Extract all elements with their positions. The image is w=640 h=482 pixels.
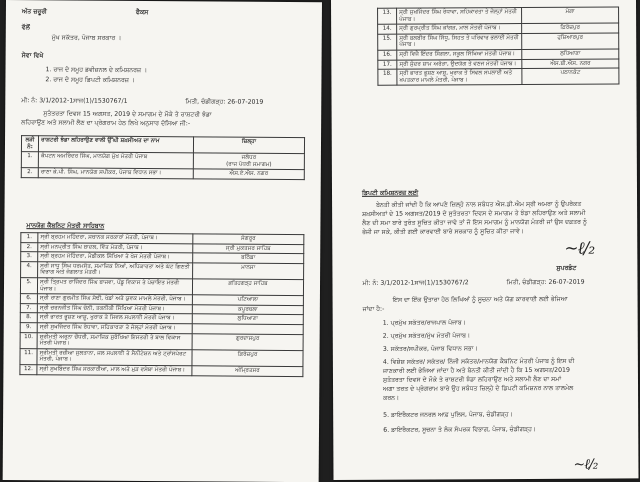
district-cell: ਮਾਨਸਾ <box>193 263 304 280</box>
serial-cell: 16. <box>378 50 397 60</box>
table-row <box>20 332 303 350</box>
table-cabinet-ministers <box>19 232 304 376</box>
district-cell: ਸ੍ਰੀ ਮੁਕਤਸਰ ਸਾਹਿਬ <box>193 243 304 253</box>
body-paragraph-line: ਸੁਤੰਤਰਤਾ ਦਿਵਸ 15 ਅਗਸਤ, 2019 ਦੇ ਸਮਾਗਮ ਦੇ ਮੌਕੇ ਤੇ ਰਾਸ਼ਟਰੀ ਝੰਡਾ <box>43 110 212 119</box>
serial-cell: 1. <box>21 152 38 168</box>
name-cell: ਸ੍ਰੀ ਰਾਣਾ ਗੁਰਮੀਤ ਸਿੰਘ ਸੋਢੀ, ਖੇਡਾਂ ਅਤੇ ਯੁਵਕ ਮਾਮਲੇ ਮੰਤਰੀ, ਪੰਜਾਬ। <box>37 294 192 305</box>
body-paragraph-line: ਭੇਜੀ ਜਾ ਸਕੇ, ਕੀਤੀ ਗਈ ਕਾਰਵਾਈ ਬਾਰੇ ਸਰਕਾਰ ਨੂੰ ਸੂਚਿਤ ਕੀਤਾ ਜਾਵੇ। <box>362 227 525 236</box>
name-cell: ਸ੍ਰੀ ਸੁਖਜਿੰਦਰ ਸਿੰਘ ਰੰਧਾਵਾ, ਸਹਿਕਾਰਤਾ ਤੇ ਜੇਲ੍ਹਾਂ ਮੰਤਰੀ ਪੰਜਾਬ। <box>397 8 522 25</box>
body-paragraph-line: ਸ਼ਖ਼ਸੀਅਤਾਂ ਦੇ 15 ਅਗਸਤ/2019 ਦੇ ਸੁਤੰਤਰਤਾ ਦਿਵਸ ਦੇ ਸਮਾਗਮ ਤੇ ਝੰਡਾ ਲਹਿਰਾਉਣ ਅਤੇ ਸਲਾਮੀ <box>362 209 586 218</box>
district-cell: ਐਸ.ਏ.ਐਸ. ਨਗਰ <box>193 169 304 179</box>
name-cell: ਸ੍ਰੀ ਗੁਰਪ੍ਰੀਤ ਸਿੰਘ ਕਾਂਗੜ, ਮਾਲ ਮੰਤਰੀ ਪੰਜਾਬ। <box>397 24 522 34</box>
name-cell: ਸ੍ਰੀ ਚਰਨਜੀਤ ਸਿੰਘ ਚੰਨੀ, ਤਕਨੀਕੀ ਸਿੱਖਿਆ ਮੰਤਰੀ ਪੰਜਾਬ। <box>37 303 192 314</box>
serial-cell: 18. <box>378 69 397 85</box>
district-cell: ਫ਼ਿਰੋਜ਼ਪੁਰ <box>522 23 619 33</box>
memo-date: ਮਿਤੀ, ਚੰਡੀਗੜ੍ਹ: 26-07-2019 <box>185 98 264 106</box>
serial-cell: 8. <box>20 313 37 323</box>
copy-list-item-continued: ਅਗਾ ਤਰਤ ਦੇ ਪ੍ਰੋਗਰਾਮ ਬਾਰੇ ਉਹ ਸਬੰਧਤ ਜ਼ਿਲ੍ਹੇ ਦੇ ਡਿਪਟੀ ਕਮਿਸ਼ਨਰ ਨਾਲ ਤਾਲਮੇਲ <box>383 384 574 393</box>
table-principal-hoisters <box>21 135 305 180</box>
name-cell: ਸ੍ਰੀ ਮਨਪ੍ਰੀਤ ਸਿੰਘ ਬਾਦਲ, ਵਿੱਤ ਮੰਤਰੀ, ਪੰਜਾਬ। <box>38 242 193 253</box>
serial-cell: 6. <box>20 294 37 304</box>
district-cell: ਪਟਿਆਲਾ <box>192 295 303 305</box>
table-row <box>378 68 619 85</box>
district-cell: ਹੁਸ਼ਿਆਰਪੁਰ <box>522 33 619 50</box>
copy-list-item: 6. ਡਾਇਰੈਕਟਰ, ਸੂਚਨਾ ਤੇ ਲੋਕ ਸੰਪਰਕ ਵਿਭਾਗ, ਪੰਜਾਬ, ਚੰਡੀਗੜ੍ਹ। <box>383 425 537 434</box>
copy-forward-label: ਜਾਂਦਾ ਹੈ:- <box>362 305 385 313</box>
header-cell: ਜ਼ਿਲ੍ਹਾ <box>193 137 304 154</box>
copy-list-item-continued: ਜਾਣਕਾਰੀ ਲਈ ਭੇਜਿਆ ਜਾਂਦਾ ਹੈ ਅਤੇ ਬੇਨਤੀ ਕੀਤੀ ਜਾਂਦੀ ਹੈ ਕਿ 15 ਅਗਸਤ/2019 <box>382 366 570 375</box>
name-cell: ਸ੍ਰੀ ਬ੍ਰਹਮ ਮੋਹਿੰਦਰਾ, ਮੈਡੀਕਲ ਸਿੱਖਿਆ ਤੇ ਖੋਜ ਮੰਤਰੀ ਪੰਜਾਬ। <box>38 252 193 263</box>
section-heading: ਡਿਪਟੀ ਕਮਿਸ਼ਨਰਜ਼ ਲਈ <box>361 189 419 197</box>
signatory-title: ਸੁਪਰਡੰਟ <box>556 264 577 272</box>
name-cell: ਸ੍ਰੀ ਸੁਖਜਿੰਦਰ ਸਿੰਘ ਰੰਧਾਵਾ, ਸਹਿਕਾਰਤਾ ਤੇ ਜੇਲ੍ਹਾਂ ਮੰਤਰੀ ਪੰਜਾਬ। <box>37 323 192 334</box>
district-cell: ਲੁਧਿਆਣਾ <box>522 49 619 59</box>
district-cell: ਸੰਗਰੂਰ <box>193 234 304 244</box>
district-cell: ਫ਼ਿਰੋਜ਼ਪੁਰ <box>192 350 303 367</box>
district-note: (ਰਾਜ ਪੱਧਰੀ ਸਮਾਗਮ) <box>226 161 272 168</box>
serial-cell: 14. <box>378 24 397 34</box>
copy-list-item: 4. ਵਿਸ਼ੇਸ਼ ਸਕੱਤਰ/ ਸਕੱਤਰ/ ਨਿੱਜੀ ਸਕੱਤਰ/ਮਾਨਯੋਗ ਕੈਬਨਿਟ ਮੰਤਰੀ ਪੰਜਾਬ ਨੂੰ ਇਸ ਦੀ <box>382 357 575 366</box>
copy-list-item: 5. ਡਾਇਰੈਕਟਰ ਜਨਰਲ ਆਫ਼ ਪੁਲਿਸ, ਪੰਜਾਬ, ਚੰਡੀਗੜ੍ਹ। <box>383 411 513 419</box>
serial-cell: 4. <box>21 261 38 277</box>
district-cell: ਪਠਾਨਕੋਟ <box>522 68 619 85</box>
copy-list-item: 1. ਪ੍ਰਮੁੱਖ ਸਕੱਤਰ/ਰਾਜਪਾਲ ਪੰਜਾਬ। <box>382 319 466 327</box>
serial-cell: 10. <box>20 332 37 348</box>
copy-list-item-continued: ਕਰਨ। <box>383 394 400 402</box>
name-cell: ਸ੍ਰੀ ਬ੍ਰਹਮ ਮਹਿੰਦਰਾ, ਸਥਾਨਕ ਸਰਕਾਰਾਂ ਮੰਤਰੀ, ਪੰਜਾਬ। <box>38 233 193 244</box>
copy-list-item: 3. ਸਕੱਤਰ/ਸਪੀਕਰ, ਪੰਜਾਬ ਵਿਧਾਨ ਸਭਾ। <box>382 345 478 353</box>
memo-date: ਮਿਤੀ, ਚੰਡੀਗੜ੍ਹ: 26-07-2019 <box>506 278 585 287</box>
name-cell: ਸ੍ਰੀ ਭਾਰਤ ਭੂਸ਼ਣ ਆਸ਼ੂ, ਖੁਰਾਕ ਤੇ ਸਿਵਲ ਸਪਲਾਈ ਮੰਤਰੀ ਪੰਜਾਬ। <box>37 313 192 324</box>
serial-cell: 7. <box>20 303 37 313</box>
district-cell: ਬਠਿੰਡਾ <box>193 253 304 263</box>
table-row <box>21 168 304 180</box>
table-caption: ਮਾਨਯੋਗ ਕੈਬਨਿਟ ਮੰਤਰੀ ਸਾਹਿਬਾਨ <box>26 222 105 230</box>
table-row <box>21 261 304 279</box>
table-row <box>20 278 303 296</box>
memo-number: ਮੀ: ਨੰ: 3/1/2012-1ਸਾਜ(1)/1530767/2 <box>362 279 469 287</box>
name-cell: ਸ੍ਰੀ ਭਾਰਤ ਭੂਸ਼ਣ ਆਸ਼ੂ, ਖੁਰਾਕ ਤੇ ਸਿਵਲ ਸਪਲਾਈ ਅਤੇ ਖਪਤਕਾਰ ਮਾਮਲੇ ਮੰਤਰੀ, ਪੰਜਾਬ। <box>397 69 522 86</box>
name-cell: ਸ਼੍ਰੀਮਤੀ ਅਰੁਨਾ ਚੌਧਰੀ, ਸਮਾਜਿਕ ਸੁਰੱਖਿਆ ਇਸਤਰੀ ਤੇ ਬਾਲ ਵਿਕਾਸ ਮੰਤਰੀ ਪੰਜਾਬ। <box>37 332 192 349</box>
table-row <box>20 348 303 366</box>
table-row <box>21 152 304 170</box>
district-cell: ਮੋਗਾ <box>522 7 619 24</box>
district-cell: ਕਪੂਰਥਲਾ <box>192 305 303 315</box>
serial-cell: 2. <box>21 242 38 252</box>
to-item: 1. ਰਾਜ ਦੇ ਸਮੂਹ ਡਵੀਜ਼ਨਲ ਦੇ ਕਮਿਸ਼ਨਰਜ਼ । <box>45 66 148 74</box>
table-header-row <box>21 136 304 154</box>
serial-cell: 12. <box>20 365 37 375</box>
document-page-2 <box>331 0 639 480</box>
to-label: ਸੇਵਾ ਵਿਖੇ <box>21 52 44 60</box>
serial-cell: 13. <box>378 8 397 24</box>
header-cell: ਲੜੀ ਨੰ: <box>21 136 38 152</box>
table-row <box>378 7 619 24</box>
district-cell <box>193 153 304 170</box>
name-cell: ਸ੍ਰੀ ਸੁੰਦਰ ਸ਼ਾਮ ਅਰੋੜਾ, ਉਦਯੋਗ ਤੇ ਵਣਜ ਮੰਤਰੀ ਪੰਜਾਬ। <box>397 59 522 69</box>
serial-cell: 5. <box>20 278 37 294</box>
name-cell: ਸ੍ਰੀ ਤ੍ਰਿਪਤ ਰਾਜਿੰਦਰ ਸਿੰਘ ਬਾਜਵਾ, ਪੇਂਡੂ ਵਿਕਾਸ ਤੇ ਪੰਚਾਇਤ ਮੰਤਰੀ ਪੰਜਾਬ। <box>37 278 192 295</box>
name-cell: ਸ੍ਰੀ ਸੁਖਬਿੰਦਰ ਸਿੰਘ ਸਰਕਾਰੀਆ, ਮਾਲ ਅਤੇ ਮੁੜ ਵਸੇਬਾ ਮੰਤਰੀ ਪੰਜਾਬ। <box>37 365 192 376</box>
serial-cell: 17. <box>378 60 397 70</box>
from-label: ਵੱਲੋਂ <box>21 24 30 32</box>
name-cell: ਸ੍ਰੀ ਵਿਜੈ ਇੰਦਰ ਸਿੰਗਲਾ, ਸਕੂਲ ਸਿੱਖਿਆ ਮੰਤਰੀ ਪੰਜਾਬ। <box>397 49 522 59</box>
copy-list-item: 2. ਪ੍ਰਮੁੱਖ ਸਕੱਤਰ/ਮੁੱਖ ਮੰਤਰੀ ਪੰਜਾਬ। <box>382 332 471 340</box>
district-cell: ਫ਼ਤਿਹਗੜ੍ਹ ਸਾਹਿਬ <box>192 279 303 296</box>
name-cell: ਸ੍ਰੀ ਸਾਧੂ ਸਿੰਘ ਧਰਮਸੋਤ, ਸਮਾਜਿਕ ਨਿਆਂ, ਅਧਿਕਾਰਤਾ ਅਤੇ ਘੱਟ ਗਿਣਤੀ ਵਿਭਾਗ ਅਤੇ ਜੰਗਲਾਤ ਮੰਤਰੀ। <box>38 262 193 279</box>
serial-cell: 9. <box>20 323 37 333</box>
document-page-1 <box>3 0 322 482</box>
memo-number: ਮੀ: ਨੰ: 3/1/2012-1ਸਾਜ(1)/1530767/1 <box>21 97 128 105</box>
to-item: 2. ਰਾਜ ਦੇ ਸਮੂਹ ਡਿਪਟੀ ਕਮਿਸ਼ਨਰਜ਼ । <box>45 76 136 84</box>
serial-cell: 3. <box>21 252 38 262</box>
header-cell: ਰਾਸ਼ਟਰੀ ਝੰਡਾ ਲਹਿਰਾਉਣ ਵਾਲੀ ਉੱਘੀ ਸ਼ਖ਼ਸੀਅਤ ਦਾ ਨਾਮ <box>38 136 193 153</box>
body-paragraph-line: ਲੈਣ ਦੀ ਸਮਾ ਬਾਰੇ ਤੁਰੰਤ ਸੂਚਿਤ ਕੀਤਾ ਜਾਵੇ ਤਾਂ ਜੋ ਇਸ ਸਮਾਗਮ ਨੂੰ ਮਾਨਯੋਗ ਮੰਤਰੀ ਜਾਂ ਉਸ ਦਫ਼ਤਰ ਨੂੰ <box>362 218 587 227</box>
signature-mark: ~ℓ/₂ <box>564 238 595 259</box>
body-paragraph-line: ਬੇਨਤੀ ਕੀਤੀ ਜਾਂਦੀ ਹੈ ਕਿ ਆਪਣੇ ਜ਼ਿਲ੍ਹੇ ਨਾਲ ਸਬੰਧਤ ਐਸ.ਡੀ.ਐਮ ਸ੍ਰੀ ਅਮਰਾ ਨੂੰ ਉਪਰੋਕਤ <box>376 200 582 209</box>
fax-stamp: ਫੈਕਸ <box>135 8 149 16</box>
district-cell: ਗੁਰਦਾਸਪੁਰ <box>192 333 303 350</box>
name-cell: ਕੈਪਟਨ ਅਮਰਿੰਦਰ ਸਿੰਘ, ਮਾਨਯੋਗ ਮੁੱਖ ਮੰਤਰੀ ਪੰਜਾਬ <box>38 152 193 169</box>
table-row <box>378 33 619 50</box>
district-name: ਜਲੰਧਰ <box>241 154 257 161</box>
name-cell: ਰਾਣਾ ਕੇ.ਪੀ. ਸਿੰਘ, ਮਾਨਯੋਗ ਸਪੀਕਰ, ਪੰਜਾਬ ਵਿਧਾਨ ਸਭਾ। <box>38 168 193 179</box>
from-value: ਮੁੱਖ ਸਕੱਤਰ, ਪੰਜਾਬ ਸਰਕਾਰ । <box>51 34 122 42</box>
serial-cell: 15. <box>378 34 397 50</box>
district-cell: ਲੁਧਿਆਣਾ <box>192 314 303 324</box>
copy-forward-line: ਇਸ ਦਾ ਇੱਕ ਉਤਾਰਾ ਹੇਠ ਲਿਖਿਆਂ ਨੂੰ ਸੂਚਨਾ ਅਤੇ ਯੋਗ ਕਾਰਵਾਈ ਲਈ ਭੇਜਿਆ <box>392 295 568 304</box>
serial-cell: 1. <box>21 233 38 243</box>
urgency-label: ਅੱਤ ਜ਼ਰੂਰੀ <box>21 8 47 16</box>
table-cabinet-ministers-continued <box>377 6 619 86</box>
district-cell: ਅੰਮ੍ਰਿਤਸਰ <box>192 366 303 376</box>
signature-mark-bottom: ~ℓ/₂ <box>573 456 598 473</box>
serial-cell: 11. <box>20 348 37 364</box>
copy-list-item-continued: ਸੁਤੰਤਰਤਾ ਦਿਵਸ ਦੇ ਮੌਕੇ ਤੇ ਰਾਸ਼ਟਰੀ ਝੰਡਾ ਲਹਿਰਾਉਣ ਅਤੇ ਸਲਾਮੀ ਲੈਣ ਦਾ ਸਮਾਂ <box>382 375 562 384</box>
body-paragraph-line: ਲਹਿਰਾਉਣ ਅਤੇ ਸਲਾਮੀ ਲੈਣ ਦਾ ਪ੍ਰੋਗਰਾਮ ਹੇਠ ਲਿਖੇ ਅਨੁਸਾਰ ਦੱਸਿਆ ਜੀ:- <box>21 119 191 128</box>
name-cell: ਸ੍ਰੀ ਬਲਬੀਰ ਸਿੰਘ ਸਿੱਧੂ, ਸਿਹਤ ਤੇ ਪਰਿਵਾਰ ਭਲਾਈ ਮੰਤਰੀ ਪੰਜਾਬ। <box>397 33 522 50</box>
table-row <box>20 365 303 377</box>
serial-cell: 2. <box>21 168 38 178</box>
name-cell: ਸ੍ਰੀਮਤੀ ਰਜ਼ੀਆ ਸੁਲਤਾਨਾ, ਜਲ ਸਪਲਾਈ ਤੇ ਸੈਨੀਟੇਸ਼ਨ ਅਤੇ ਟ੍ਰਾਂਸਪੋਰਟ ਮੰਤਰੀ, ਪੰਜਾਬ। <box>37 348 192 365</box>
district-cell: ਐਸ.ਬੀ.ਐਸ. ਨਗਰ <box>522 59 619 69</box>
